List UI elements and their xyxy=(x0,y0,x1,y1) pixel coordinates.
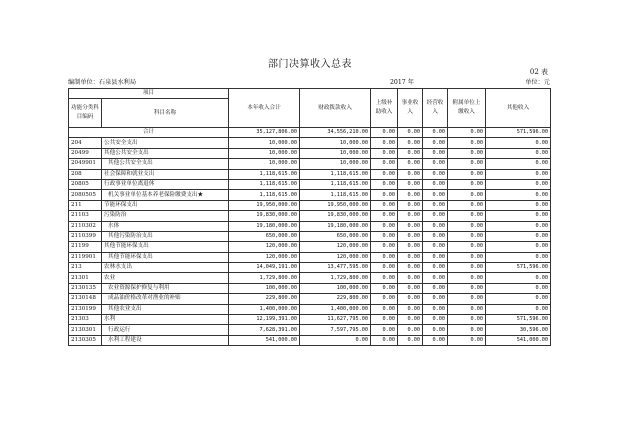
table-row xyxy=(69,190,551,200)
reporting-org: 编制单位：石泉县水利局 xyxy=(68,79,137,86)
operating-cell: 0.00 xyxy=(423,242,448,252)
business-cell: 0.00 xyxy=(398,211,423,221)
fiscal-cell: 229,800.00 xyxy=(300,294,371,304)
superior-cell: 0.00 xyxy=(371,179,398,189)
superior-cell: 0.00 xyxy=(371,335,398,345)
superior-cell: 0.00 xyxy=(371,273,398,283)
table-row xyxy=(69,315,551,325)
affiliate-cell: 0.00 xyxy=(448,263,486,273)
business-cell: 0.00 xyxy=(398,128,423,138)
fiscal-cell: 7,597,795.00 xyxy=(300,325,371,335)
superior-cell: 0.00 xyxy=(371,283,398,293)
superior-cell: 0.00 xyxy=(371,138,398,148)
operating-cell: 0.00 xyxy=(423,221,448,231)
total-cell: 10,000.00 xyxy=(229,148,300,158)
fiscal-cell: 1,118,615.00 xyxy=(300,179,371,189)
operating-cell: 0.00 xyxy=(423,179,448,189)
affiliate-cell: 0.00 xyxy=(448,179,486,189)
total-cell: 35,127,806.00 xyxy=(229,128,300,138)
currency-unit: 单位：元 xyxy=(525,79,550,86)
code-cell: 2130148 xyxy=(69,294,102,304)
code-cell: 2130305 xyxy=(69,335,102,345)
affiliate-cell: 0.00 xyxy=(448,273,486,283)
operating-cell: 0.00 xyxy=(423,283,448,293)
fiscal-cell: 0.00 xyxy=(300,335,371,345)
fiscal-cell: 10,000.00 xyxy=(300,138,371,148)
superior-cell: 0.00 xyxy=(371,294,398,304)
name-cell: 农林水支出 xyxy=(102,263,229,273)
business-cell: 0.00 xyxy=(398,315,423,325)
name-cell: 其他公共安全支出 xyxy=(102,148,229,158)
total-cell: 19,950,000.00 xyxy=(229,200,300,210)
name-cell: 其他农业支出 xyxy=(102,304,229,314)
business-cell: 0.00 xyxy=(398,221,423,231)
fiscal-cell: 19,180,000.00 xyxy=(300,221,371,231)
affiliate-cell: 0.00 xyxy=(448,315,486,325)
name-cell: 社会保障和就业支出 xyxy=(102,169,229,179)
operating-cell: 0.00 xyxy=(423,273,448,283)
superior-cell: 0.00 xyxy=(371,128,398,138)
code-cell: 21199 xyxy=(69,242,102,252)
fiscal-cell: 1,400,000.00 xyxy=(300,304,371,314)
name-cell: 其他节能环保支出 xyxy=(102,252,229,262)
business-cell: 0.00 xyxy=(398,148,423,158)
superior-cell: 0.00 xyxy=(371,169,398,179)
code-cell: 2080505 xyxy=(69,190,102,200)
business-cell: 0.00 xyxy=(398,294,423,304)
operating-cell: 0.00 xyxy=(423,335,448,345)
operating-cell: 0.00 xyxy=(423,200,448,210)
total-header: 本年收入合计 xyxy=(229,89,300,128)
table-row xyxy=(69,325,551,335)
superior-header: 上级补助收入 xyxy=(371,89,398,128)
fiscal-cell: 13,477,595.00 xyxy=(300,263,371,273)
other-cell: 0.00 xyxy=(486,211,551,221)
code-cell: 2130135 xyxy=(69,283,102,293)
total-cell: 229,800.00 xyxy=(229,294,300,304)
form-number: 02 表 xyxy=(529,68,548,76)
other-cell: 0.00 xyxy=(486,283,551,293)
code-cell: 21103 xyxy=(69,211,102,221)
other-cell: 571,596.00 xyxy=(486,263,551,273)
total-cell: 12,199,391.00 xyxy=(229,315,300,325)
other-cell: 0.00 xyxy=(486,221,551,231)
name-cell: 行政事业单位离退休 xyxy=(102,179,229,189)
report-year: 2017 年 xyxy=(390,79,414,86)
other-cell: 0.00 xyxy=(486,159,551,169)
affiliate-header: 附属单位上缴收入 xyxy=(448,89,486,128)
total-cell: 1,118,615.00 xyxy=(229,179,300,189)
total-cell: 120,000.00 xyxy=(229,252,300,262)
business-cell: 0.00 xyxy=(398,159,423,169)
operating-cell: 0.00 xyxy=(423,148,448,158)
name-cell: 成品油价格改革对渔业的补贴 xyxy=(102,294,229,304)
affiliate-cell: 0.00 xyxy=(448,190,486,200)
business-cell: 0.00 xyxy=(398,169,423,179)
code-cell: 2110302 xyxy=(69,221,102,231)
fiscal-cell: 34,556,210.00 xyxy=(300,128,371,138)
other-cell: 30,596.00 xyxy=(486,325,551,335)
superior-cell: 0.00 xyxy=(371,221,398,231)
superior-cell: 0.00 xyxy=(371,148,398,158)
other-cell: 0.00 xyxy=(486,252,551,262)
other-cell: 541,000.00 xyxy=(486,335,551,345)
other-cell: 0.00 xyxy=(486,179,551,189)
affiliate-cell: 0.00 xyxy=(448,231,486,241)
fiscal-cell: 19,950,000.00 xyxy=(300,200,371,210)
operating-cell: 0.00 xyxy=(423,304,448,314)
operating-cell: 0.00 xyxy=(423,263,448,273)
table-row xyxy=(69,221,551,231)
table-row xyxy=(69,211,551,221)
operating-cell: 0.00 xyxy=(423,190,448,200)
name-cell: 水利工程建设 xyxy=(102,335,229,345)
operating-cell: 0.00 xyxy=(423,231,448,241)
name-cell: 其他节能环保支出 xyxy=(102,242,229,252)
affiliate-cell: 0.00 xyxy=(448,325,486,335)
total-cell: 10,000.00 xyxy=(229,138,300,148)
operating-cell: 0.00 xyxy=(423,294,448,304)
other-cell: 0.00 xyxy=(486,231,551,241)
fiscal-header: 财政拨款收入 xyxy=(300,89,371,128)
code-cell: 208 xyxy=(69,169,102,179)
business-cell: 0.00 xyxy=(398,263,423,273)
superior-cell: 0.00 xyxy=(371,211,398,221)
superior-cell: 0.00 xyxy=(371,315,398,325)
other-cell: 571,596.00 xyxy=(486,128,551,138)
business-header: 事业收入 xyxy=(398,89,423,128)
name-cell: 其他污染防治支出 xyxy=(102,231,229,241)
table-row xyxy=(69,273,551,283)
code-cell: 204 xyxy=(69,138,102,148)
superior-cell: 0.00 xyxy=(371,242,398,252)
table-row xyxy=(69,335,551,345)
table-row xyxy=(69,304,551,314)
table-row xyxy=(69,294,551,304)
name-header: 科目名称 xyxy=(102,99,229,128)
table-row xyxy=(69,252,551,262)
report-title: 部门决算收入总表 xyxy=(268,59,352,70)
other-cell: 0.00 xyxy=(486,304,551,314)
fiscal-cell: 120,000.00 xyxy=(300,242,371,252)
business-cell: 0.00 xyxy=(398,335,423,345)
fiscal-cell: 19,830,000.00 xyxy=(300,211,371,221)
operating-cell: 0.00 xyxy=(423,128,448,138)
total-cell: 1,118,615.00 xyxy=(229,190,300,200)
name-cell: 公共安全支出 xyxy=(102,138,229,148)
affiliate-cell: 0.00 xyxy=(448,148,486,158)
business-cell: 0.00 xyxy=(398,179,423,189)
total-cell: 650,000.00 xyxy=(229,231,300,241)
affiliate-cell: 0.00 xyxy=(448,294,486,304)
total-cell: 1,118,615.00 xyxy=(229,169,300,179)
code-header: 功能分类科目编码 xyxy=(69,99,102,128)
other-cell: 0.00 xyxy=(486,273,551,283)
fiscal-cell: 10,000.00 xyxy=(300,159,371,169)
fiscal-cell: 11,627,795.00 xyxy=(300,315,371,325)
code-cell: 2119901 xyxy=(69,252,102,262)
affiliate-cell: 0.00 xyxy=(448,159,486,169)
code-cell: 20499 xyxy=(69,148,102,158)
table-row xyxy=(69,200,551,210)
table-row xyxy=(69,179,551,189)
operating-cell: 0.00 xyxy=(423,159,448,169)
code-cell: 21303 xyxy=(69,315,102,325)
affiliate-cell: 0.00 xyxy=(448,128,486,138)
total-cell: 10,000.00 xyxy=(229,159,300,169)
total-cell: 19,180,000.00 xyxy=(229,221,300,231)
superior-cell: 0.00 xyxy=(371,159,398,169)
other-cell: 0.00 xyxy=(486,200,551,210)
table-row xyxy=(69,159,551,169)
business-cell: 0.00 xyxy=(398,304,423,314)
business-cell: 0.00 xyxy=(398,325,423,335)
total-cell: 1,729,800.00 xyxy=(229,273,300,283)
fiscal-cell: 1,118,615.00 xyxy=(300,169,371,179)
affiliate-cell: 0.00 xyxy=(448,242,486,252)
name-cell: 其他公共安全支出 xyxy=(102,159,229,169)
name-cell: 行政运行 xyxy=(102,325,229,335)
other-header: 其他收入 xyxy=(486,89,551,128)
business-cell: 0.00 xyxy=(398,190,423,200)
other-cell: 0.00 xyxy=(486,148,551,158)
name-cell: 农业 xyxy=(102,273,229,283)
name-cell: 污染防治 xyxy=(102,211,229,221)
other-cell: 0.00 xyxy=(486,190,551,200)
total-cell: 100,000.00 xyxy=(229,283,300,293)
name-cell: 农业资源保护修复与利用 xyxy=(102,283,229,293)
code-cell: 2110399 xyxy=(69,231,102,241)
superior-cell: 0.00 xyxy=(371,231,398,241)
fiscal-cell: 1,118,615.00 xyxy=(300,190,371,200)
table-row xyxy=(69,231,551,241)
fiscal-cell: 650,000.00 xyxy=(300,231,371,241)
affiliate-cell: 0.00 xyxy=(448,335,486,345)
code-cell: 213 xyxy=(69,263,102,273)
table-row xyxy=(69,283,551,293)
affiliate-cell: 0.00 xyxy=(448,138,486,148)
affiliate-cell: 0.00 xyxy=(448,169,486,179)
business-cell: 0.00 xyxy=(398,273,423,283)
table-row xyxy=(69,169,551,179)
name-cell: 节能环保支出 xyxy=(102,200,229,210)
superior-cell: 0.00 xyxy=(371,252,398,262)
business-cell: 0.00 xyxy=(398,252,423,262)
other-cell: 0.00 xyxy=(486,138,551,148)
business-cell: 0.00 xyxy=(398,231,423,241)
fiscal-cell: 1,729,800.00 xyxy=(300,273,371,283)
name-cell: 机关事业单位基本养老保险缴费支出★ xyxy=(102,190,229,200)
business-cell: 0.00 xyxy=(398,138,423,148)
superior-cell: 0.00 xyxy=(371,200,398,210)
name-cell: 水利 xyxy=(102,315,229,325)
affiliate-cell: 0.00 xyxy=(448,252,486,262)
other-cell: 571,596.00 xyxy=(486,315,551,325)
total-cell: 14,049,191.00 xyxy=(229,263,300,273)
other-cell: 0.00 xyxy=(486,169,551,179)
code-cell: 2130301 xyxy=(69,325,102,335)
table-row xyxy=(69,138,551,148)
total-cell: 120,000.00 xyxy=(229,242,300,252)
superior-cell: 0.00 xyxy=(371,190,398,200)
other-cell: 0.00 xyxy=(486,294,551,304)
superior-cell: 0.00 xyxy=(371,325,398,335)
table-row xyxy=(69,263,551,273)
affiliate-cell: 0.00 xyxy=(448,211,486,221)
total-cell: 19,830,000.00 xyxy=(229,211,300,221)
total-cell: 1,400,000.00 xyxy=(229,304,300,314)
other-cell: 0.00 xyxy=(486,242,551,252)
business-cell: 0.00 xyxy=(398,200,423,210)
affiliate-cell: 0.00 xyxy=(448,221,486,231)
fiscal-cell: 10,000.00 xyxy=(300,148,371,158)
code-cell: 2049901 xyxy=(69,159,102,169)
code-cell: 211 xyxy=(69,200,102,210)
affiliate-cell: 0.00 xyxy=(448,304,486,314)
operating-cell: 0.00 xyxy=(423,169,448,179)
revenue-table xyxy=(68,88,551,346)
superior-cell: 0.00 xyxy=(371,263,398,273)
fiscal-cell: 120,000.00 xyxy=(300,252,371,262)
total-row xyxy=(69,128,551,138)
code-cell: 21301 xyxy=(69,273,102,283)
operating-cell: 0.00 xyxy=(423,138,448,148)
operating-cell: 0.00 xyxy=(423,315,448,325)
operating-cell: 0.00 xyxy=(423,211,448,221)
business-cell: 0.00 xyxy=(398,283,423,293)
table-row xyxy=(69,242,551,252)
code-cell: 20805 xyxy=(69,179,102,189)
total-cell: 7,628,391.00 xyxy=(229,325,300,335)
report-meta xyxy=(68,77,550,86)
superior-cell: 0.00 xyxy=(371,304,398,314)
code-cell: 2130199 xyxy=(69,304,102,314)
affiliate-cell: 0.00 xyxy=(448,200,486,210)
table-row xyxy=(69,148,551,158)
business-cell: 0.00 xyxy=(398,242,423,252)
total-cell: 541,000.00 xyxy=(229,335,300,345)
operating-cell: 0.00 xyxy=(423,252,448,262)
name-cell: 水体 xyxy=(102,221,229,231)
item-group-header: 项目 xyxy=(69,89,229,99)
total-label: 合计 xyxy=(69,128,229,138)
affiliate-cell: 0.00 xyxy=(448,283,486,293)
operating-header: 经营收入 xyxy=(423,89,448,128)
operating-cell: 0.00 xyxy=(423,325,448,335)
fiscal-cell: 100,000.00 xyxy=(300,283,371,293)
